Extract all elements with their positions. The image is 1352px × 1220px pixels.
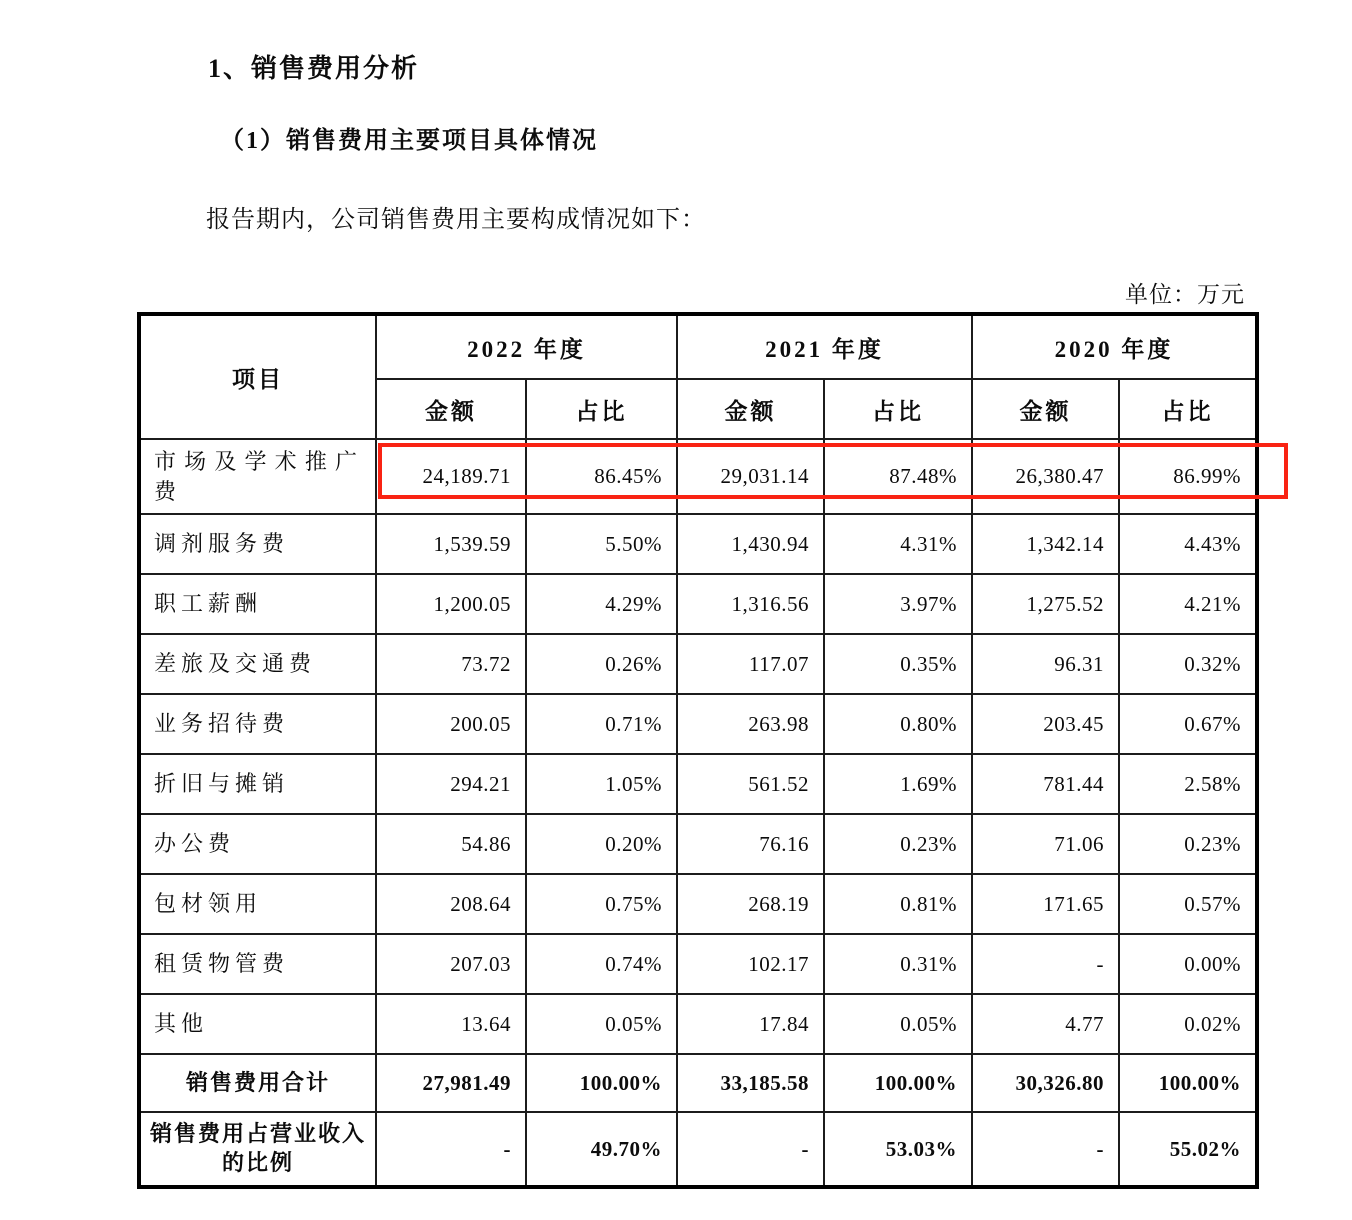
cell-ratio: 0.05% [526, 994, 677, 1054]
row-label: 办公费 [139, 814, 376, 874]
cell-amount: 203.45 [972, 694, 1119, 754]
table-row-total [139, 1054, 1257, 1112]
cell-ratio: 3.97% [824, 574, 972, 634]
cell-amount: 207.03 [376, 934, 526, 994]
section-title: 1、销售费用分析 [208, 54, 420, 83]
cell-ratio: 0.75% [526, 874, 677, 934]
cell-amount: 27,981.49 [376, 1054, 526, 1112]
cell-amount: 1,275.52 [972, 574, 1119, 634]
table-row [139, 694, 1257, 754]
cell-ratio: 0.71% [526, 694, 677, 754]
cell-amount: 4.77 [972, 994, 1119, 1054]
cell-amount: 96.31 [972, 634, 1119, 694]
col-header-ratio-2022: 占比 [526, 379, 677, 439]
row-label: 调剂服务费 [139, 514, 376, 574]
cell-ratio: 0.00% [1119, 934, 1257, 994]
row-label: 其他 [139, 994, 376, 1054]
cell-ratio: 87.48% [824, 439, 972, 514]
table-row [139, 934, 1257, 994]
cell-ratio: 4.21% [1119, 574, 1257, 634]
table-row [139, 994, 1257, 1054]
table-row [139, 439, 1257, 514]
cell-ratio: 49.70% [526, 1112, 677, 1187]
row-label: 折旧与摊销 [139, 754, 376, 814]
intro-text: 报告期内，公司销售费用主要构成情况如下： [206, 207, 706, 233]
cell-ratio: 0.74% [526, 934, 677, 994]
row-label: 业务招待费 [139, 694, 376, 754]
cell-ratio: 4.29% [526, 574, 677, 634]
cell-amount: 76.16 [677, 814, 824, 874]
cell-ratio: 1.69% [824, 754, 972, 814]
cell-ratio: 0.26% [526, 634, 677, 694]
cell-ratio: 0.80% [824, 694, 972, 754]
subsection-title: （1）销售费用主要项目具体情况 [220, 128, 598, 154]
cell-amount: 208.64 [376, 874, 526, 934]
col-header-year-2022: 2022 年度 [376, 314, 677, 379]
cell-amount: - [972, 1112, 1119, 1187]
row-label: 租赁物管费 [139, 934, 376, 994]
table-row [139, 574, 1257, 634]
cell-amount: 1,342.14 [972, 514, 1119, 574]
cell-amount: 294.21 [376, 754, 526, 814]
cell-ratio: 0.23% [1119, 814, 1257, 874]
row-label: 职工薪酬 [139, 574, 376, 634]
cell-amount: - [677, 1112, 824, 1187]
cell-amount: 1,316.56 [677, 574, 824, 634]
table-row [139, 514, 1257, 574]
cell-amount: - [376, 1112, 526, 1187]
col-header-ratio-2020: 占比 [1119, 379, 1257, 439]
cell-amount: 13.64 [376, 994, 526, 1054]
cell-amount: 73.72 [376, 634, 526, 694]
row-label: 销售费用合计 [139, 1054, 376, 1112]
cell-ratio: 0.57% [1119, 874, 1257, 934]
cell-amount: 1,200.05 [376, 574, 526, 634]
sales-expense-table [137, 312, 1259, 1189]
cell-amount: - [972, 934, 1119, 994]
cell-amount: 561.52 [677, 754, 824, 814]
cell-ratio: 1.05% [526, 754, 677, 814]
cell-ratio: 55.02% [1119, 1112, 1257, 1187]
col-header-year-2021: 2021 年度 [677, 314, 972, 379]
cell-amount: 24,189.71 [376, 439, 526, 514]
cell-amount: 30,326.80 [972, 1054, 1119, 1112]
cell-ratio: 0.81% [824, 874, 972, 934]
cell-amount: 200.05 [376, 694, 526, 754]
cell-ratio: 0.67% [1119, 694, 1257, 754]
row-label: 差旅及交通费 [139, 634, 376, 694]
cell-amount: 29,031.14 [677, 439, 824, 514]
table-row-revenue-ratio [139, 1112, 1257, 1187]
cell-ratio: 53.03% [824, 1112, 972, 1187]
cell-amount: 71.06 [972, 814, 1119, 874]
cell-ratio: 0.32% [1119, 634, 1257, 694]
cell-amount: 781.44 [972, 754, 1119, 814]
cell-amount: 171.65 [972, 874, 1119, 934]
unit-label: 单位：万元 [1125, 282, 1245, 307]
cell-amount: 268.19 [677, 874, 824, 934]
row-label: 包材领用 [139, 874, 376, 934]
cell-ratio: 100.00% [1119, 1054, 1257, 1112]
cell-ratio: 100.00% [526, 1054, 677, 1112]
table-row [139, 814, 1257, 874]
cell-amount: 1,430.94 [677, 514, 824, 574]
row-label: 市场及学术推广费 [139, 439, 376, 514]
row-label: 销售费用占营业收入的比例 [139, 1112, 376, 1187]
cell-ratio: 86.99% [1119, 439, 1257, 514]
cell-ratio: 0.23% [824, 814, 972, 874]
cell-amount: 17.84 [677, 994, 824, 1054]
col-header-year-2020: 2020 年度 [972, 314, 1257, 379]
cell-amount: 102.17 [677, 934, 824, 994]
table-row [139, 634, 1257, 694]
cell-ratio: 4.43% [1119, 514, 1257, 574]
cell-ratio: 2.58% [1119, 754, 1257, 814]
table-row [139, 874, 1257, 934]
cell-ratio: 0.31% [824, 934, 972, 994]
cell-ratio: 0.02% [1119, 994, 1257, 1054]
cell-ratio: 86.45% [526, 439, 677, 514]
cell-amount: 1,539.59 [376, 514, 526, 574]
cell-ratio: 0.20% [526, 814, 677, 874]
col-header-amount-2020: 金额 [972, 379, 1119, 439]
cell-ratio: 0.05% [824, 994, 972, 1054]
cell-ratio: 0.35% [824, 634, 972, 694]
cell-ratio: 100.00% [824, 1054, 972, 1112]
col-header-ratio-2021: 占比 [824, 379, 972, 439]
cell-ratio: 4.31% [824, 514, 972, 574]
col-header-amount-2021: 金额 [677, 379, 824, 439]
table-header-row-years [139, 314, 1257, 379]
cell-amount: 26,380.47 [972, 439, 1119, 514]
cell-ratio: 5.50% [526, 514, 677, 574]
cell-amount: 54.86 [376, 814, 526, 874]
cell-amount: 117.07 [677, 634, 824, 694]
table-row [139, 754, 1257, 814]
col-header-amount-2022: 金额 [376, 379, 526, 439]
cell-amount: 263.98 [677, 694, 824, 754]
cell-amount: 33,185.58 [677, 1054, 824, 1112]
col-header-item: 项目 [139, 314, 376, 439]
